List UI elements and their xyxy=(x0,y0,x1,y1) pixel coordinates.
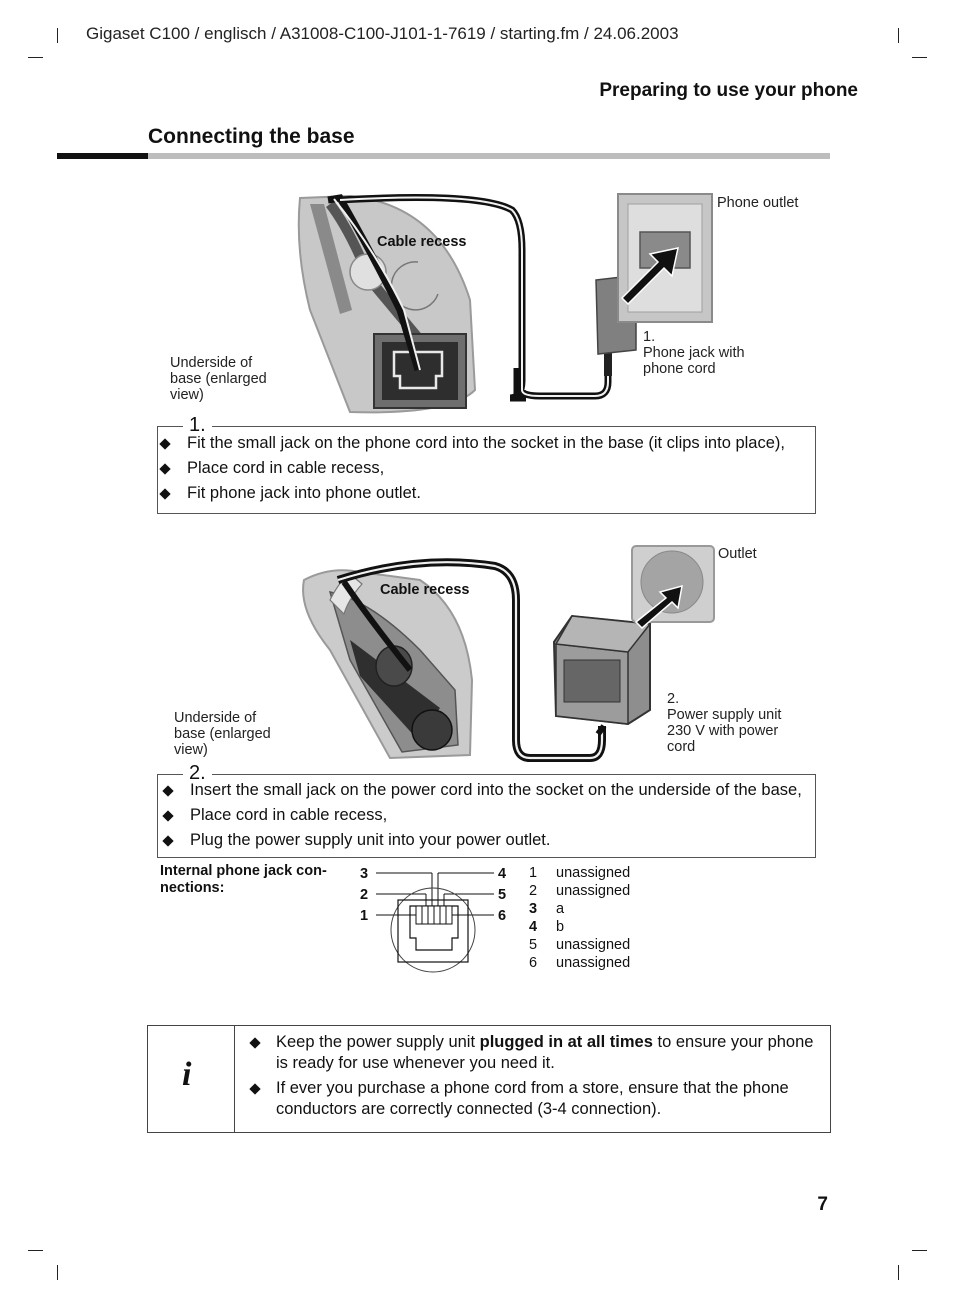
list-item: Plug the power supply unit into your power outlet. xyxy=(160,828,802,853)
step2-number: 2. xyxy=(183,763,212,783)
step1-list xyxy=(157,431,785,506)
diamond-bullet-icon xyxy=(162,835,173,846)
diamond-bullet-icon xyxy=(159,438,170,449)
info-list xyxy=(248,1032,823,1124)
step2-list xyxy=(160,778,802,853)
crop-mark xyxy=(28,1250,43,1251)
diamond-bullet-icon xyxy=(159,463,170,474)
crop-mark xyxy=(912,1250,927,1251)
section-rule-light xyxy=(148,153,830,159)
crop-mark xyxy=(57,28,58,43)
list-item: Fit phone jack into phone outlet. xyxy=(157,481,785,506)
list-item: Insert the small jack on the power cord into the socket on the underside of the base, xyxy=(160,778,802,803)
info-box xyxy=(147,1025,831,1133)
step1-figure-note: 1. Phone jack with phone cord xyxy=(643,329,745,377)
phone-jack-pinout-diagram xyxy=(372,864,496,976)
file-info-header: Gigaset C100 / englisch / A31008-C100-J101-1-7619 / starting.fm / 24.06.2003 xyxy=(86,24,679,43)
jack-connections-title: Internal phone jack con- nections: xyxy=(160,863,327,896)
diamond-bullet-icon xyxy=(249,1037,260,1048)
cable-recess-label-2: Cable recess xyxy=(380,582,470,598)
info-divider xyxy=(234,1026,235,1132)
crop-mark xyxy=(57,1265,58,1280)
pin-numbers: 1 2 3 4 5 6 xyxy=(529,865,538,971)
underside-label: Underside of base (enlarged view) xyxy=(170,355,267,403)
underside-label-2: Underside of base (enlarged view) xyxy=(174,710,271,758)
crop-mark xyxy=(898,28,899,43)
section-rule-dark xyxy=(57,153,148,159)
info-icon: i xyxy=(182,1056,192,1093)
diamond-bullet-icon xyxy=(249,1083,260,1094)
crop-mark xyxy=(898,1265,899,1280)
page-number: 7 xyxy=(817,1194,828,1215)
base-phone-cord-illustration xyxy=(290,190,730,418)
base-power-supply-illustration xyxy=(290,540,730,770)
list-item: Keep the power supply unit plugged in at all times to ensure your phone is ready for use whenever you need it. xyxy=(248,1032,823,1074)
pin-descriptions: unassigned unassigned a b unassigned unassigned xyxy=(556,865,631,971)
list-item: Fit the small jack on the phone cord into the socket in the base (it clips into place), xyxy=(157,431,785,456)
crop-mark xyxy=(912,57,927,58)
list-item: Place cord in cable recess, xyxy=(157,456,785,481)
jack-left-pins: 3 2 1 xyxy=(360,866,369,924)
chapter-title: Preparing to use your phone xyxy=(599,80,858,101)
step2-figure-note: 2. Power supply unit 230 V with power cord xyxy=(667,691,782,755)
list-item: Place cord in cable recess, xyxy=(160,803,802,828)
phone-outlet-label: Phone outlet xyxy=(717,195,799,211)
cable-recess-label: Cable recess xyxy=(377,234,467,250)
diamond-bullet-icon xyxy=(162,785,173,796)
outlet-label: Outlet xyxy=(718,546,757,562)
section-title: Connecting the base xyxy=(148,125,355,148)
step1-number: 1. xyxy=(183,415,212,435)
jack-right-pins: 4 5 6 xyxy=(498,866,507,924)
diamond-bullet-icon xyxy=(162,810,173,821)
list-item: If ever you purchase a phone cord from a store, ensure that the phone conductors are correctly connected (3-4 connection). xyxy=(248,1078,823,1120)
diamond-bullet-icon xyxy=(159,488,170,499)
crop-mark xyxy=(28,57,43,58)
